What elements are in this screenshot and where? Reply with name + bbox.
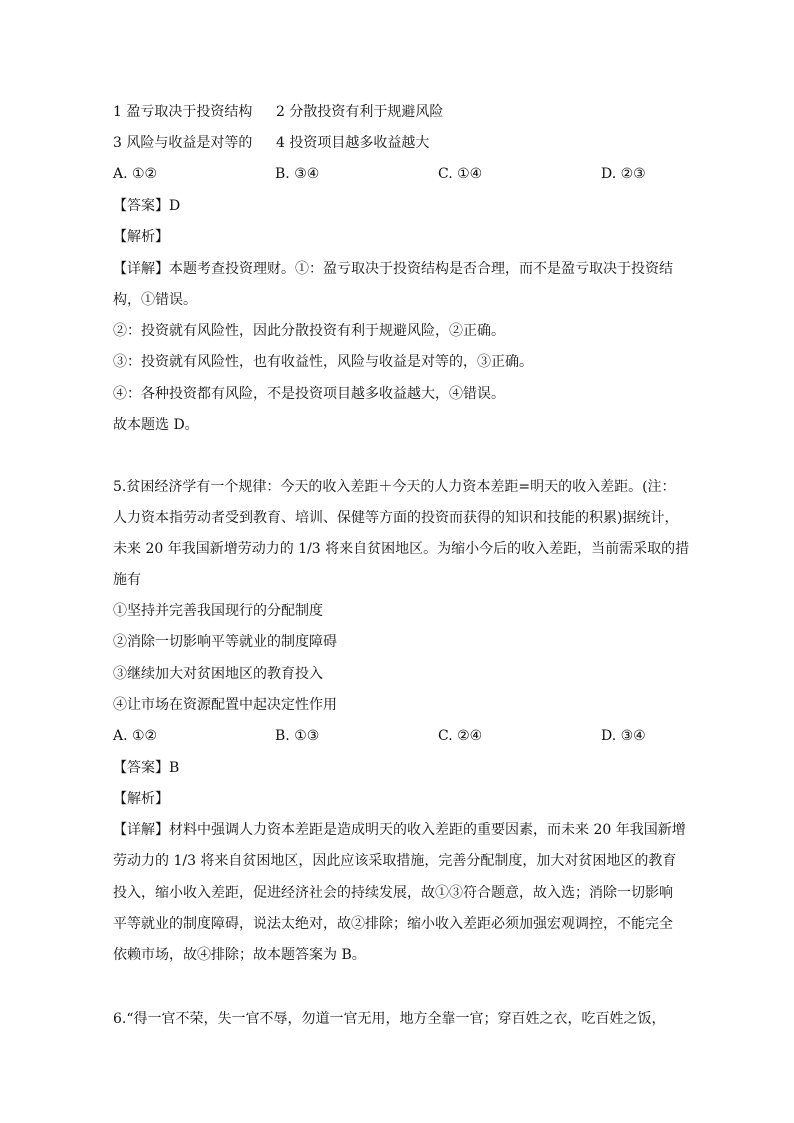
q5-detail-line-1: 【详解】材料中强调人力资本差距是造成明天的收入差距的重要因素，而未来 20 年我国新增 — [113, 822, 686, 838]
q4-option-d: D. ②③ — [601, 166, 646, 182]
q5-detail-line-5: 依赖市场，故④排除；故本题答案为 B。 — [113, 947, 366, 963]
q5-detail-line-4: 平等就业的制度障碍，说法太绝对，故②排除；缩小收入差距必须加强宏观调控，不能完全 — [113, 916, 673, 932]
q6-stem-line-1: 6.“得一官不荣，失一官不辱，勿道一官无用，地方全靠一官；穿百姓之衣，吃百姓之饭， — [113, 1011, 666, 1027]
q5-stem-line-3: 未来 20 年我国新增劳动力的 1/3 将来自贫困地区。为缩小今后的收入差距，当前需采取的措 — [113, 541, 690, 557]
q4-statement-1: 1 盈亏取决于投资结构 — [113, 104, 253, 120]
q5-option-a: A. ①② — [113, 728, 158, 744]
q5-options — [113, 726, 673, 746]
q4-conclusion: 故本题选 D。 — [113, 417, 199, 433]
q5-option-d: D. ③④ — [601, 728, 646, 744]
q5-stem-line-1: 5.贫困经济学有一个规律：今天的收入差距＋今天的人力资本差距=明天的收入差距。(注： — [113, 479, 676, 495]
q4-statement-3: 3 风险与收益是对等的 — [113, 135, 253, 151]
q4-option-a: A. ①② — [113, 166, 158, 182]
q4-statement-4: 4 投资项目越多收益越大 — [276, 135, 430, 151]
q4-options — [113, 164, 673, 184]
q4-statement-2: 2 分散投资有利于规避风险 — [276, 104, 444, 120]
q4-answer: 【答案】D — [113, 198, 181, 214]
q4-analysis-label: 【解析】 — [113, 229, 169, 245]
q5-item-4: ④让市场在资源配置中起决定性作用 — [113, 697, 337, 713]
q5-stem-line-2: 人力资本指劳动者受到教育、培训、保健等方面的投资而获得的知识和技能的积累)据统计， — [113, 510, 679, 526]
q4-statements-row-1 — [113, 102, 613, 122]
q5-analysis-label: 【解析】 — [113, 791, 169, 807]
q4-detail-line-3: ②：投资就有风险性，因此分散投资有利于规避风险，②正确。 — [113, 323, 505, 339]
q5-item-3: ③继续加大对贫困地区的教育投入 — [113, 666, 323, 682]
q5-option-c: C. ②④ — [438, 728, 483, 744]
q4-option-c: C. ①④ — [438, 166, 483, 182]
q5-answer: 【答案】B — [113, 760, 180, 776]
q5-detail-line-2: 劳动力的 1/3 将来自贫困地区，因此应该采取措施，完善分配制度，加大对贫困地区的教育 — [113, 853, 677, 869]
q4-detail-line-2: 构，①错误。 — [113, 292, 197, 308]
q4-detail-line-1: 【详解】本题考查投资理财。①：盈亏取决于投资结构是否合理，而不是盈亏取决于投资结 — [113, 261, 673, 277]
q5-detail-line-3: 投入，缩小收入差距，促进经济社会的持续发展，故①③符合题意，故入选；消除一切影响 — [113, 885, 673, 901]
q4-statements-row-2 — [113, 133, 613, 153]
q5-option-b: B. ①③ — [275, 728, 320, 744]
q5-item-2: ②消除一切影响平等就业的制度障碍 — [113, 634, 337, 650]
q4-detail-line-4: ③：投资就有风险性，也有收益性，风险与收益是对等的，③正确。 — [113, 354, 533, 370]
q5-stem-line-4: 施有 — [113, 572, 141, 588]
q4-detail-line-5: ④：各种投资都有风险，不是投资项目越多收益越大，④错误。 — [113, 386, 505, 402]
q4-option-b: B. ③④ — [275, 166, 320, 182]
q5-item-1: ①坚持并完善我国现行的分配制度 — [113, 603, 323, 619]
